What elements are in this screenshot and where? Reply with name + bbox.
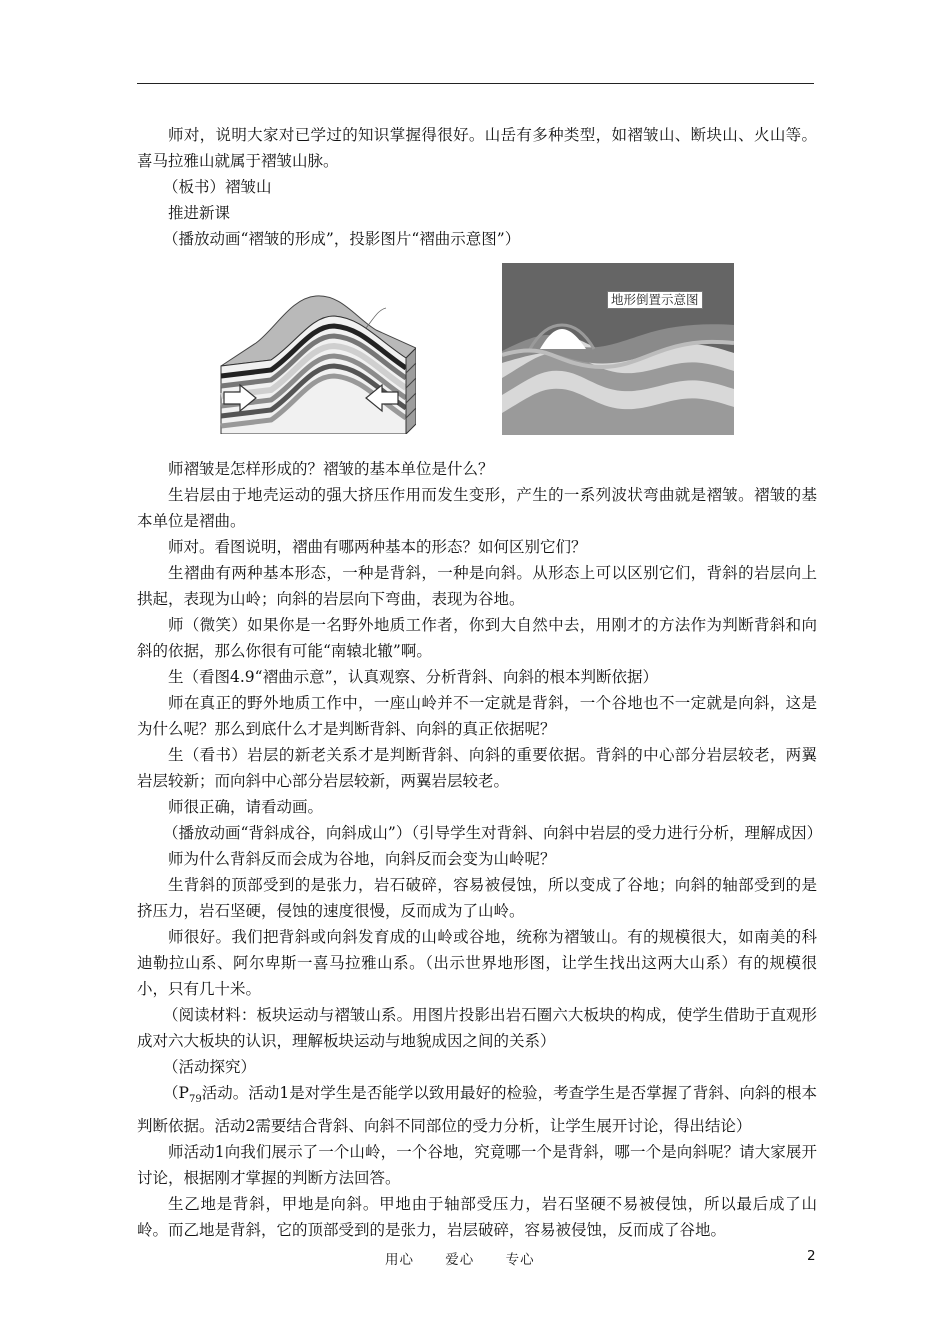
activity-text: 活动。活动1是对学生是否能学以致用最好的检验，考查学生是否掌握了背斜、向斜的根本判断依据。活动2需要结合背斜、向斜不同部位的受力分析，让学生展开讨论，得出结论）	[137, 1084, 817, 1136]
paragraph: （阅读材料：板块运动与褶皱山系。用图片投影出岩石圈六大板块的构成，使学生借助于直观形成对六大板块的认识，理解板块运动与地貌成因之间的关系）	[137, 1006, 817, 1050]
figures-row	[137, 258, 817, 446]
terrain-inversion-graphic	[502, 263, 734, 435]
paragraph: 师褶皱是怎样形成的？褶皱的基本单位是什么？	[168, 460, 494, 478]
paragraph: 师对，说明大家对已学过的知识掌握得很好。山岳有多种类型，如褶皱山、断块山、火山等。喜马拉雅山就属于褶皱山脉。	[137, 126, 817, 170]
terrain-inversion-label: 地形倒置示意图	[607, 291, 703, 309]
fold-diagram-figure	[216, 288, 416, 434]
header-rule	[137, 83, 814, 84]
page-content	[137, 122, 823, 1243]
paragraph: （活动探究）	[163, 1058, 257, 1076]
paragraph: 生（看书）岩层的新老关系才是判断背斜、向斜的重要依据。背斜的中心部分岩层较老，两翼岩层较新；而向斜中心部分岩层较新，两翼岩层较老。	[137, 746, 817, 790]
paragraph: 推进新课	[168, 204, 231, 222]
paragraph: 生背斜的顶部受到的是张力，岩石破碎，容易被侵蚀，所以变成了谷地；向斜的轴部受到的是挤压力，岩石坚硬，侵蚀的速度很慢，反而成为了山岭。	[137, 876, 817, 920]
footer-item: 用心	[385, 1252, 414, 1268]
footer-motto	[385, 1248, 561, 1268]
paragraph: 生岩层由于地壳运动的强大挤压作用而发生变形，产生的一系列波状弯曲就是褶皱。褶皱的基本单位是褶曲。	[137, 486, 817, 530]
paragraph: （播放动画“褶皱的形成”，投影图片“褶曲示意图”）	[163, 230, 521, 248]
paragraph: （播放动画“背斜成谷，向斜成山”）（引导学生对背斜、向斜中岩层的受力进行分析，理解成因）	[163, 824, 823, 842]
paragraph: 师很正确，请看动画。	[168, 798, 324, 816]
activity-paragraph	[137, 1080, 817, 1139]
paragraph: 师对。看图说明，褶曲有哪两种基本的形态？如何区别它们？	[168, 538, 587, 556]
paragraph: （板书）褶皱山	[163, 178, 272, 196]
paragraph: 生乙地是背斜，甲地是向斜。甲地由于轴部受压力，岩石坚硬不易被侵蚀，所以最后成了山岭。而乙地是背斜，它的顶部受到的是张力，岩层破碎，容易被侵蚀，反而成了谷地。	[137, 1195, 817, 1240]
paragraph: 师为什么背斜反而会成为谷地，向斜反而会变为山岭呢？	[168, 850, 556, 868]
footer-item: 爱心	[445, 1252, 475, 1268]
paragraph: 生褶曲有两种基本形态，一种是背斜，一种是向斜。从形态上可以区别它们，背斜的岩层向上拱起，表现为山岭；向斜的岩层向下弯曲，表现为谷地。	[137, 564, 817, 608]
paragraph: 师很好。我们把背斜或向斜发育成的山岭或谷地，统称为褶皱山。有的规模很大，如南美的科迪勒拉山系、阿尔卑斯一喜马拉雅山系。（出示世界地形图，让学生找出这两大山系）有的规模很小，只有几十米。	[137, 928, 817, 998]
paragraph: 师（微笑）如果你是一名野外地质工作者，你到大自然中去，用刚才的方法作为判断背斜和向斜的依据，那么你很有可能“南辕北辙”啊。	[137, 616, 817, 660]
page-number: 2	[807, 1248, 816, 1264]
paragraph: 师在真正的野外地质工作中，一座山岭并不一定就是背斜，一个谷地也不一定就是向斜，这是为什么呢？那么到底什么才是判断背斜、向斜的真正依据呢？	[137, 694, 817, 738]
activity-prefix: （P	[163, 1084, 189, 1102]
page-ref-subscript: 79	[188, 1094, 202, 1106]
terrain-inversion-figure	[502, 263, 734, 435]
page-footer	[0, 1248, 950, 1268]
footer-item: 专心	[505, 1252, 535, 1268]
paragraph: 生（看图4.9“褶曲示意”，认真观察、分析背斜、向斜的根本判断依据）	[168, 668, 659, 686]
paragraph: 师活动1向我们展示了一个山岭，一个谷地，究竟哪一个是背斜，哪一个是向斜呢？请大家展开讨论，根据刚才掌握的判断方法回答。	[137, 1143, 817, 1188]
